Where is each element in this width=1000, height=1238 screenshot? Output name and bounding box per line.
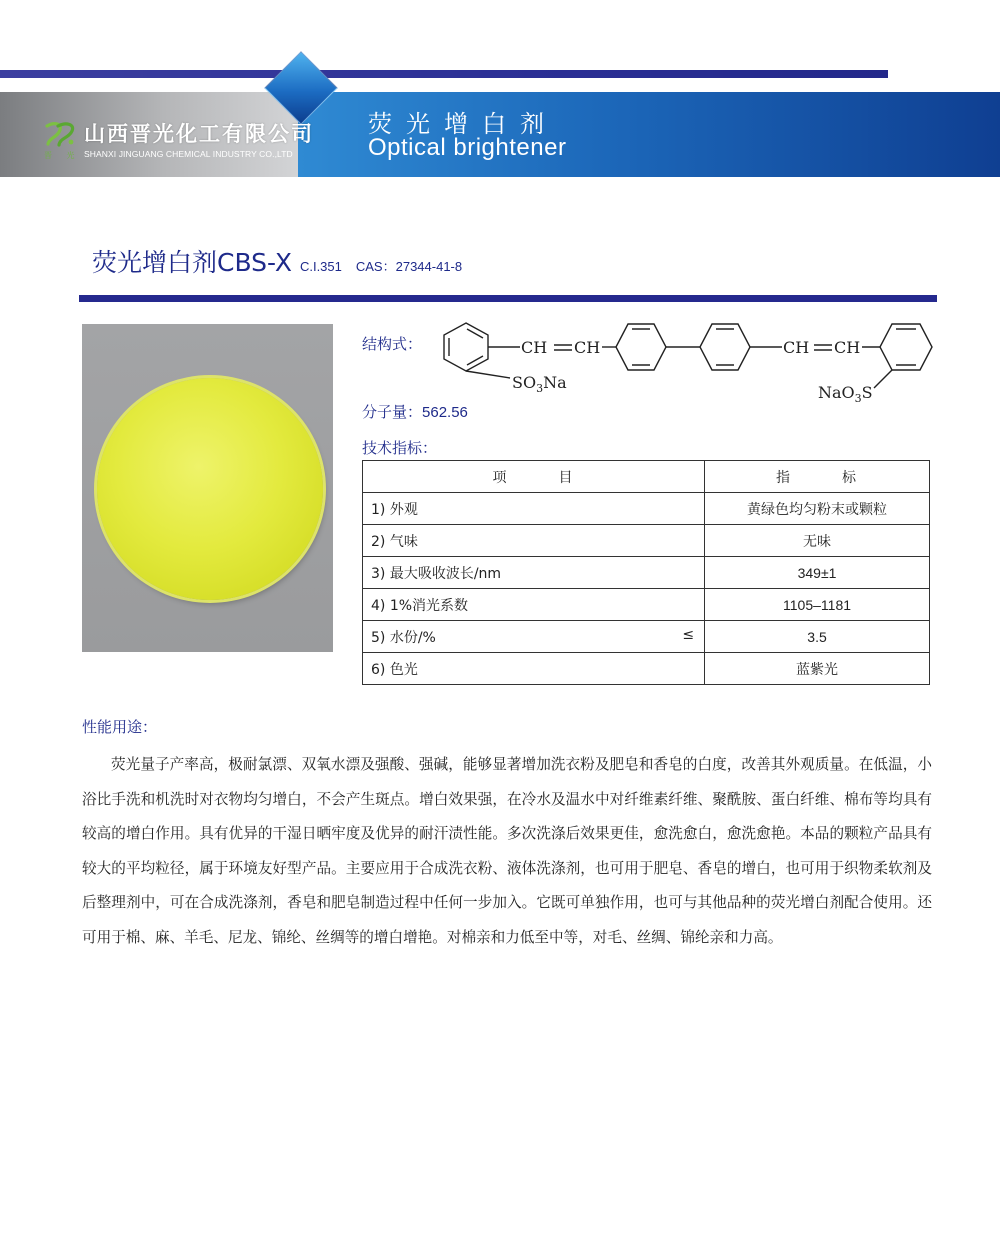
- spec-item: [363, 493, 705, 525]
- structure-ch-right: CH: [783, 338, 810, 357]
- table-row: [363, 653, 930, 685]
- specs-header-row: [363, 461, 930, 493]
- structure-label: 结构式：: [362, 335, 423, 353]
- spec-item-text: 3) 最大吸收波长/nm: [371, 565, 502, 582]
- spec-item-text: 6) 色光: [371, 661, 418, 678]
- specs-header-value-text: 指标: [776, 469, 859, 486]
- title-divider: [79, 295, 937, 302]
- spec-value: 3.5: [705, 621, 930, 653]
- specs-header-item-text: 项目: [492, 469, 575, 486]
- structure-ch-right-2: CH: [834, 338, 861, 357]
- company-name-cn: 山西晋光化工有限公司: [84, 122, 314, 146]
- spec-value: 黄绿色均匀粉末或颗粒: [705, 493, 930, 525]
- spec-item-text: 1) 外观: [371, 501, 418, 518]
- naso-subscript: 3: [854, 392, 862, 406]
- spec-item: [363, 653, 705, 685]
- na-text: Na: [543, 373, 567, 392]
- specs-header-value: [705, 461, 930, 493]
- spec-item-text: 4) 1%消光系数: [371, 597, 469, 614]
- usage-label: 性能用途：: [82, 718, 158, 736]
- s-text: S: [861, 383, 873, 402]
- structure-so3na: [512, 373, 567, 395]
- spec-qualifier: ≤: [682, 627, 695, 643]
- table-row: [363, 621, 930, 653]
- molecular-weight-value: 562.56: [422, 404, 468, 421]
- specs-table: [362, 460, 930, 685]
- nao-text: NaO: [818, 383, 855, 402]
- company-name-en: SHANXI JINGUANG CHEMICAL INDUSTRY CO.,LTD: [84, 149, 293, 159]
- spec-item: [363, 621, 705, 653]
- company-logo-subtext: 晋 光: [44, 151, 81, 160]
- product-ci-code: C.I.351: [299, 259, 342, 274]
- header-title-en: Optical brightener: [368, 134, 567, 161]
- structure-naso3: [818, 383, 873, 405]
- spec-value: 1105–1181: [705, 589, 930, 621]
- product-cas-number: CAS：27344-41-8: [355, 259, 463, 274]
- spec-item-text: 2) 气味: [371, 533, 418, 550]
- spec-item: [363, 525, 705, 557]
- usage-paragraph: 荧光量子产率高，极耐氯漂、双氧水漂及强酸、强碱，能够显著增加洗衣粉及肥皂和香皂的白度，改善其外观质量。在低温，小浴比手洗和机洗时对衣物均匀增白，不会产生斑点。增白效果强，在冷水及温水中对纤维素纤维、聚酰胺、蛋白纤维、棉布等均具有较高的增白作用。具有优异的干湿日晒牢度及优异的耐汗渍性能。多次洗涤后效果更佳，愈洗愈白，愈洗愈艳。本品的颗粒产品具有较大的平均粒径，属于环境友好型产品。主要应用于合成洗衣粉、液体洗涤剂，也可用于肥皂、香皂的增白，也可用于织物柔软剂及后整理剂中，可在合成洗涤剂，香皂和肥皂制造过程中任何一步加入。它既可单独作用，也可与其他品种的荧光增白剂配合使用。还可用于棉、麻、羊毛、尼龙、锦纶、丝绸等的增白增艳。对棉亲和力低至中等，对毛、丝绸、锦纶亲和力高。: [82, 756, 932, 946]
- spec-item: [363, 589, 705, 621]
- so-text: SO: [512, 373, 537, 392]
- molecular-weight: [362, 401, 468, 422]
- structure-ch-left-2: CH: [574, 338, 601, 357]
- product-name: 荧光增白剂CBS-X: [92, 248, 292, 277]
- header-title-cn: 荧光增白剂: [368, 110, 558, 138]
- structure-ch-left: CH: [521, 338, 548, 357]
- header-top-line: [0, 70, 888, 78]
- spec-value: 349±1: [705, 557, 930, 589]
- table-row: [363, 589, 930, 621]
- spec-item-text: 5) 水份/%: [371, 629, 436, 646]
- spec-item: [363, 557, 705, 589]
- company-logo-icon: [44, 120, 78, 148]
- specs-header-item: [363, 461, 705, 493]
- so-subscript: 3: [536, 382, 544, 396]
- table-row: [363, 493, 930, 525]
- specs-label: 技术指标：: [362, 439, 438, 457]
- spec-value: 无味: [705, 525, 930, 557]
- powder-dish-image: [97, 378, 323, 600]
- molecular-weight-label: 分子量：: [362, 403, 423, 421]
- product-title: [92, 243, 462, 279]
- spec-value: 蓝紫光: [705, 653, 930, 685]
- table-row: [363, 557, 930, 589]
- table-row: [363, 525, 930, 557]
